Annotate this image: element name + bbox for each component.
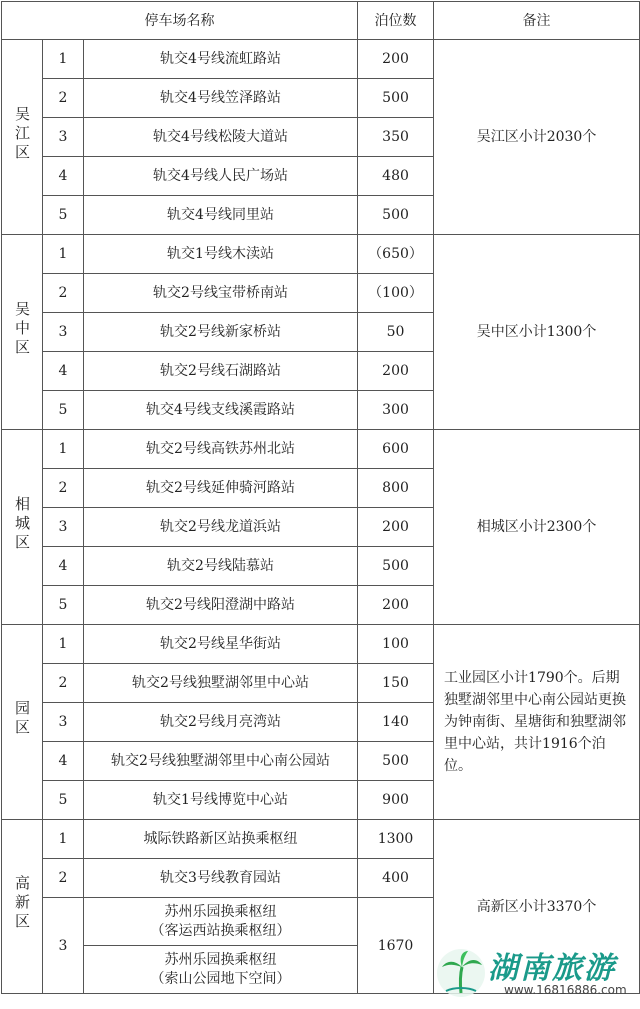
- parking-name: 轨交2号线宝带桥南站: [84, 274, 358, 313]
- row-index: 2: [43, 859, 84, 898]
- watermark-title: 湖南旅游: [488, 951, 616, 986]
- district-label: 吴中区: [13, 300, 31, 358]
- parking-name-line2: （客运西站换乘枢纽）: [150, 922, 291, 939]
- parking-name: 轨交1号线博览中心站: [84, 781, 358, 820]
- table-row: [2, 40, 640, 79]
- parking-name: [84, 898, 358, 946]
- row-index: 4: [43, 352, 84, 391]
- parking-spaces: 800: [358, 469, 434, 508]
- district-note: 高新区小计3370个: [434, 820, 640, 994]
- parking-spaces: 350: [358, 118, 434, 157]
- parking-name: 轨交4号线支线溪霞路站: [84, 391, 358, 430]
- district-cell: [2, 40, 43, 235]
- district-note: 吴江区小计2030个: [434, 40, 640, 235]
- row-index: 4: [43, 742, 84, 781]
- parking-spaces: 100: [358, 625, 434, 664]
- row-index: 2: [43, 664, 84, 703]
- table-row: [2, 820, 640, 859]
- parking-spaces: 200: [358, 508, 434, 547]
- parking-name-line1: 苏州乐园换乘枢纽: [164, 903, 277, 920]
- parking-spaces: 480: [358, 157, 434, 196]
- parking-name: [84, 946, 358, 994]
- row-index: 3: [43, 313, 84, 352]
- table-row: [2, 235, 640, 274]
- district-cell: [2, 625, 43, 820]
- parking-name-line1: 苏州乐园换乘枢纽: [164, 951, 277, 968]
- parking-name: 轨交4号线人民广场站: [84, 157, 358, 196]
- parking-name: 轨交2号线石湖路站: [84, 352, 358, 391]
- parking-name: 轨交1号线木渎站: [84, 235, 358, 274]
- district-cell: [2, 235, 43, 430]
- district-note: 相城区小计2300个: [434, 430, 640, 625]
- parking-spaces: 50: [358, 313, 434, 352]
- parking-name: 轨交2号线龙道浜站: [84, 508, 358, 547]
- row-index: 2: [43, 79, 84, 118]
- parking-name: 城际铁路新区站换乘枢纽: [84, 820, 358, 859]
- parking-name: 轨交4号线同里站: [84, 196, 358, 235]
- parking-table: [1, 1, 640, 994]
- row-index: 3: [43, 898, 84, 994]
- row-index: 5: [43, 781, 84, 820]
- parking-spaces: （100）: [358, 274, 434, 313]
- row-index: 1: [43, 430, 84, 469]
- row-index: 3: [43, 118, 84, 157]
- district-label: 相城区: [13, 495, 31, 553]
- header-name: 停车场名称: [2, 2, 358, 40]
- header-note: 备注: [434, 2, 640, 40]
- parking-name-line2: （索山公园地下空间）: [150, 970, 291, 987]
- parking-name: 轨交2号线新家桥站: [84, 313, 358, 352]
- header-row: [2, 2, 640, 40]
- row-index: 5: [43, 586, 84, 625]
- parking-spaces: 400: [358, 859, 434, 898]
- parking-name: 轨交4号线笠泽路站: [84, 79, 358, 118]
- parking-spaces: 1670: [358, 898, 434, 994]
- row-index: 4: [43, 547, 84, 586]
- parking-name: 轨交2号线陆慕站: [84, 547, 358, 586]
- header-spaces: 泊位数: [358, 2, 434, 40]
- watermark-url: www.16816886.com: [504, 983, 627, 997]
- parking-name: 轨交4号线流虹路站: [84, 40, 358, 79]
- parking-spaces: 500: [358, 79, 434, 118]
- parking-spaces: （650）: [358, 235, 434, 274]
- row-index: 5: [43, 196, 84, 235]
- district-label: 吴江区: [13, 105, 31, 163]
- row-index: 1: [43, 235, 84, 274]
- parking-spaces: 200: [358, 40, 434, 79]
- parking-spaces: 150: [358, 664, 434, 703]
- parking-name: 轨交2号线阳澄湖中路站: [84, 586, 358, 625]
- parking-name: 轨交3号线教育园站: [84, 859, 358, 898]
- palm-tree-logo-icon: [436, 945, 486, 1001]
- parking-spaces: 500: [358, 742, 434, 781]
- district-note: 吴中区小计1300个: [434, 235, 640, 430]
- row-index: 3: [43, 703, 84, 742]
- row-index: 4: [43, 157, 84, 196]
- parking-spaces: 500: [358, 547, 434, 586]
- parking-name: 轨交2号线独墅湖邻里中心南公园站: [84, 742, 358, 781]
- parking-name: 轨交2号线独墅湖邻里中心站: [84, 664, 358, 703]
- parking-spaces: 1300: [358, 820, 434, 859]
- parking-name: 轨交2号线星华街站: [84, 625, 358, 664]
- district-cell: [2, 430, 43, 625]
- row-index: 2: [43, 469, 84, 508]
- district-label: 高新区: [13, 875, 31, 932]
- row-index: 2: [43, 274, 84, 313]
- parking-spaces: 600: [358, 430, 434, 469]
- row-index: 3: [43, 508, 84, 547]
- parking-name: 轨交2号线高铁苏州北站: [84, 430, 358, 469]
- parking-spaces: 200: [358, 352, 434, 391]
- parking-name: 轨交2号线延伸骑河路站: [84, 469, 358, 508]
- district-note: 工业园区小计1790个。后期独墅湖邻里中心南公园站更换为钟南街、星塘街和独墅湖邻里中心站，共计1916个泊位。: [434, 625, 640, 820]
- table-row: [2, 625, 640, 664]
- parking-spaces: 500: [358, 196, 434, 235]
- parking-spaces: 300: [358, 391, 434, 430]
- row-index: 1: [43, 820, 84, 859]
- row-index: 5: [43, 391, 84, 430]
- parking-name: 轨交2号线月亮湾站: [84, 703, 358, 742]
- district-cell: [2, 820, 43, 994]
- district-label: 园区: [13, 700, 31, 738]
- table-row: [2, 430, 640, 469]
- parking-name: 轨交4号线松陵大道站: [84, 118, 358, 157]
- row-index: 1: [43, 40, 84, 79]
- parking-spaces: 200: [358, 586, 434, 625]
- watermark: [434, 941, 634, 1005]
- parking-spaces: 140: [358, 703, 434, 742]
- parking-spaces: 900: [358, 781, 434, 820]
- row-index: 1: [43, 625, 84, 664]
